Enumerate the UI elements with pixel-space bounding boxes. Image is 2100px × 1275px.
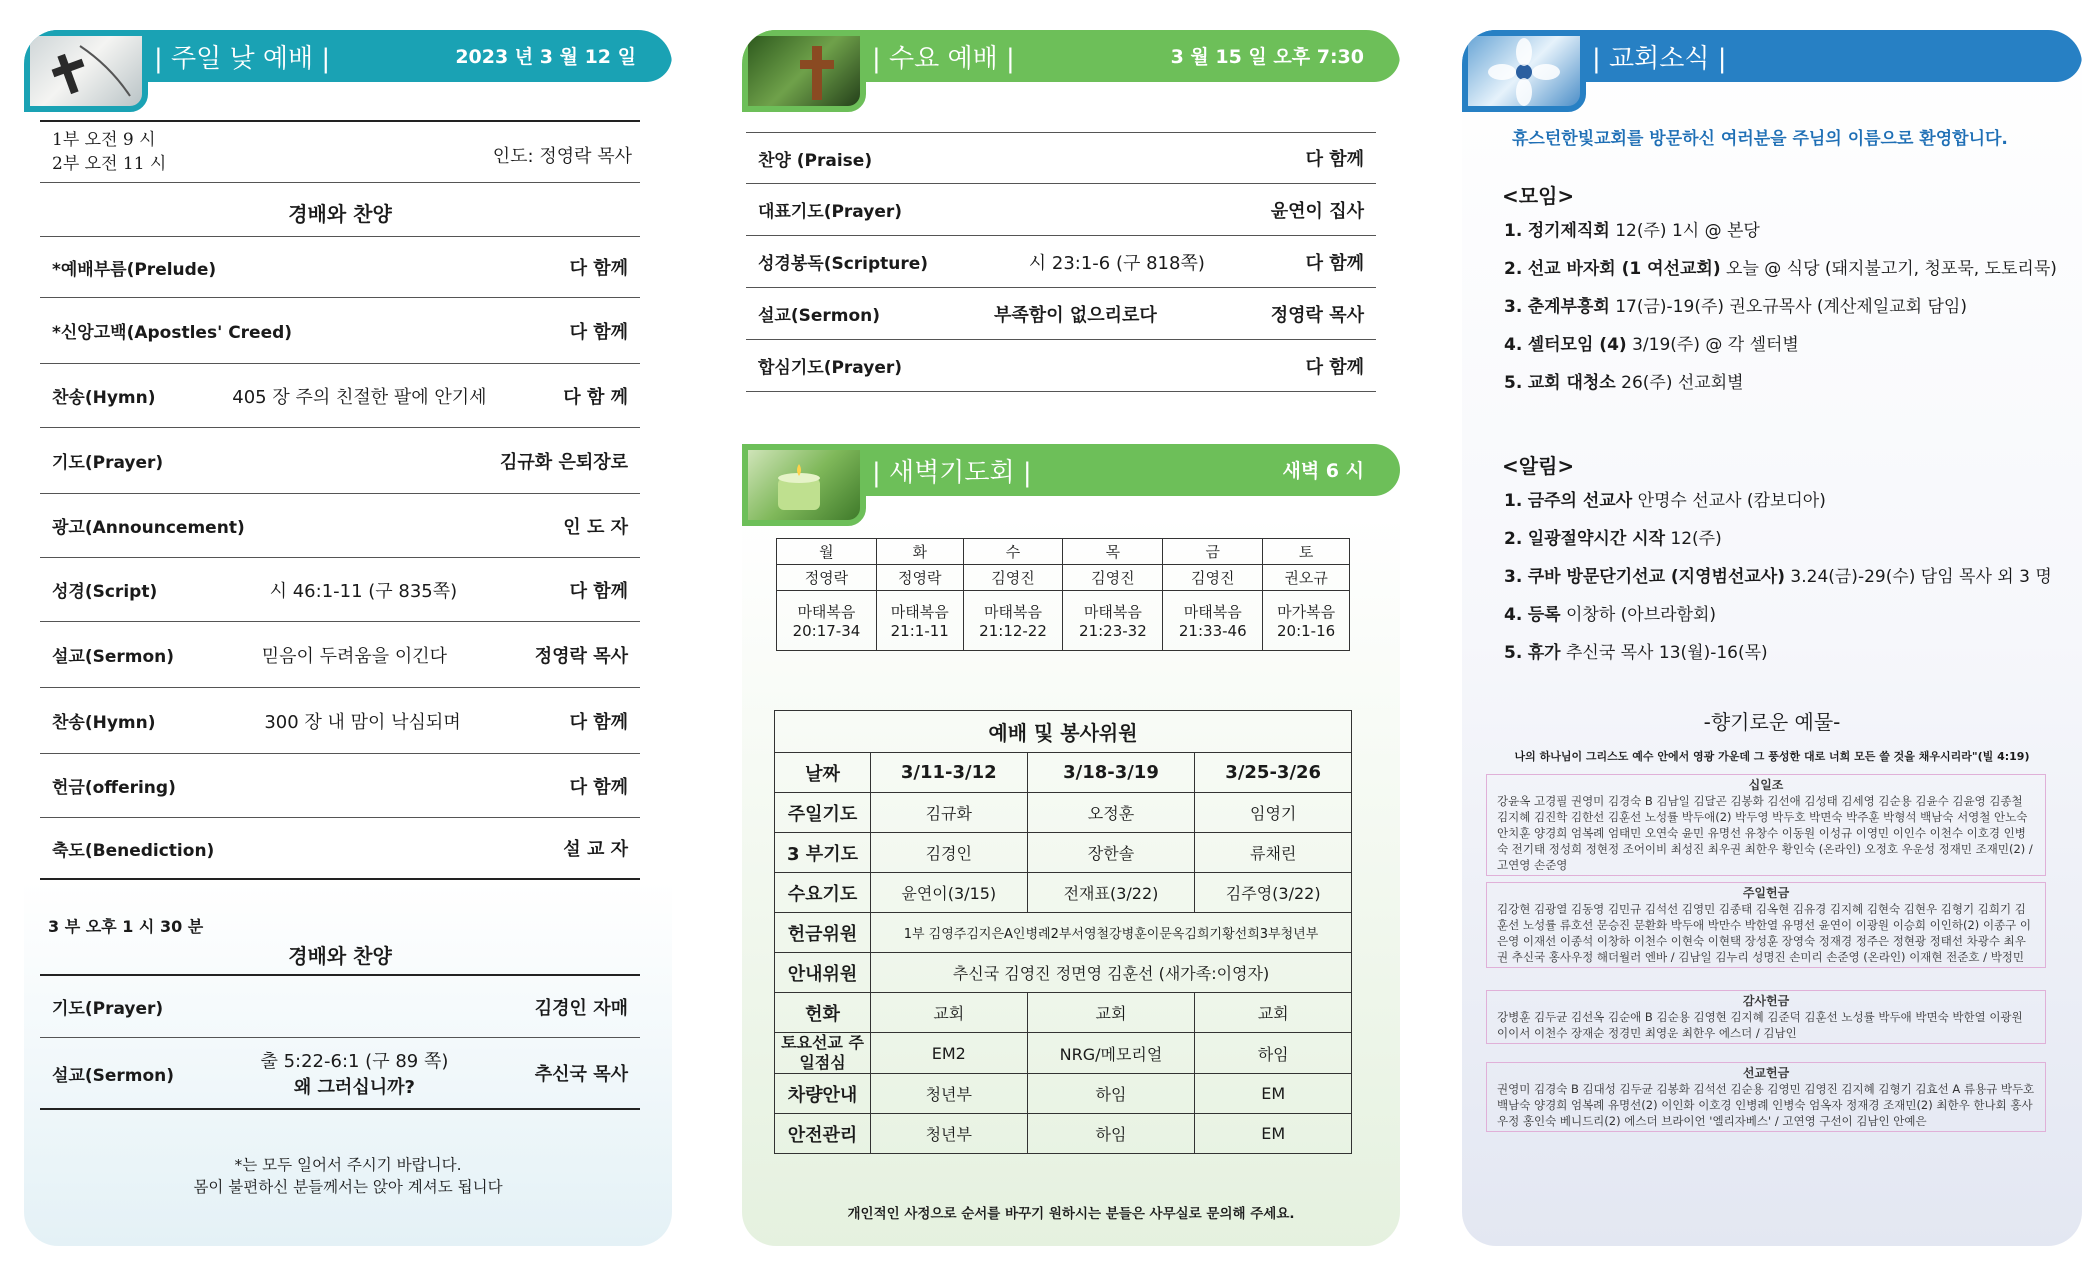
meeting-item: 2. 선교 바자회 (1 여선교회) 오늘 @ 식당 (돼지불고기, 청포묵, 도토리묵) (1504, 259, 2057, 279)
flower-icon (1468, 36, 1580, 106)
wednesday-date: 3 월 15 일 오후 7:30 (1170, 46, 1364, 68)
sunday-title: | 주일 낮 예배 | (154, 44, 331, 74)
mission-offering-list (1486, 1062, 2046, 1132)
service-row: 주일기도 김규화 오정훈 임영기 (775, 793, 1352, 833)
dawn-table (776, 538, 1350, 651)
order-row: 찬송(Hymn) 300 장 내 맘이 낙심되며 다 함께 (40, 688, 640, 754)
third-service-time: 3 부 오후 1 시 30 분 (48, 917, 204, 936)
order-row: *신앙고백(Apostles' Creed) 다 함께 (40, 298, 640, 364)
notice-item: 2. 일광절약시간 시작 12(주) (1504, 529, 1722, 549)
divider (40, 182, 640, 183)
notices-title: <알림> (1502, 454, 1575, 478)
order-row: 찬송(Hymn) 405 장 주의 친절한 팔에 안기세 다 함 께 (40, 364, 640, 428)
notice-item: 5. 휴가 추신국 목사 13(월)-16(목) (1504, 643, 1768, 663)
service-row: 토요선교 주일점심 EM2 NRG/메모리얼 하임 (775, 1033, 1352, 1074)
service-row: 3 부기도 김경인 장한솔 류채린 (775, 833, 1352, 873)
sunday-offering-names: 김강현 김광열 김동영 김민규 김석선 김영민 김종태 김옥현 김유경 김지혜 김현숙 김현우 김형기 김희기 김훈선 노성률 류호선 문승진 문환화 박두애 박만수 박한열 유명선 윤연이 이광원 이승희 이인하(2) 이종구 이은영 이재선 이종석 이창하 이천수 이현숙 이현택 장성훈 장영숙 정재경 정주은 정현광 정태선 차광수 최우권 추신국 홍사우정 해더월러 엔바 / 김남일 김누리 성명진 손미리 손준영 (온라인) 이재현 전준호 / 박정민 (1497, 902, 2032, 964)
sunday-date: 2023 년 3 월 12 일 (455, 46, 636, 68)
service-row: 헌화 교회 교회 교회 (775, 993, 1352, 1033)
service-time-2: 2부 오전 11 시 (52, 154, 167, 174)
wed-row: 찬양 (Praise) 다 함께 (746, 132, 1376, 184)
sunday-offering-list (1486, 882, 2046, 968)
order-row: 축도(Benediction) 설 교 자 (40, 818, 640, 880)
dawn-scripture-row: 마태복음 20:17-34 마태복음 21:1-11 마태복음 21:12-22 마태복음 21:23-32 마태복음 21:33-46 마가복음 20:1-16 (777, 591, 1350, 651)
welcome-text: 휴스턴한빛교회를 방문하신 여러분을 주님의 이름으로 환영합니다. (1512, 129, 2008, 149)
offering-verse: 나의 하나님이 그리스도 예수 안에서 영광 가운데 그 풍성한 대로 너희 모든 쓸 것을 채우시리라"(빌 4:19) (1514, 750, 2030, 763)
order-row: 설교(Sermon) 출 5:22-6:1 (구 89 쪽) 왜 그러십니까? 추신국 목사 (40, 1038, 640, 1110)
service-row: 안전관리 청년부 하임 EM (775, 1114, 1352, 1154)
dawn-time: 새벽 6 시 (1282, 460, 1364, 482)
divider (40, 120, 640, 122)
tithe-title: 십일조 (1748, 778, 1784, 792)
order-row: 성경(Script) 시 46:1-11 (구 835쪽) 다 함께 (40, 558, 640, 622)
bible-cross-image (24, 30, 148, 112)
meeting-item: 3. 춘계부흥회 17(금)-19(주) 권오규목사 (계산제일교회 담임) (1504, 297, 1967, 317)
seated-note: 몸이 불편하신 분들께서는 앉아 계셔도 됩니다 (193, 1178, 503, 1196)
order-row: 기도(Prayer) 김경인 자매 (40, 974, 640, 1038)
service-header-row: 날짜 3/11-3/12 3/18-3/19 3/25-3/26 (775, 753, 1352, 793)
order-row: 광고(Announcement) 인 도 자 (40, 494, 640, 558)
service-row: 안내위원 추신국 김영진 정면영 김훈선 (새가족:이영자) (775, 953, 1352, 993)
meeting-item: 4. 셀터모임 (4) 3/19(주) @ 각 셀터별 (1504, 335, 1799, 355)
mission-offering-names: 권영미 김경숙 B 김대성 김두균 김봉화 김석선 김순용 김영민 김영진 김지혜 김형기 김효선 A 류용규 박두호 백남숙 양경희 엄복례 유명선(2) 이인화 이호경 인병례 인병숙 엄옥자 정재경 조재민(2) 최한우 한나회 홍사우정 홍인숙 베니드리(2) 에스더 브라이언 '엘리자베스' / 고연영 구선이 김남인 안예은 (1497, 1082, 2035, 1128)
meetings-title: <모임> (1502, 184, 1575, 208)
service-note: 개인적인 사정으로 순서를 바꾸기 원하시는 분들은 사무실로 문의해 주세요. (847, 1206, 1295, 1222)
service-row: 헌금위원 1부 김영주김지은A인병례2부서영철강병훈이문옥김희기황선희3부청년부 (775, 913, 1352, 953)
thanks-offering-list (1486, 990, 2046, 1044)
meeting-item: 5. 교회 대청소 26(주) 선교회별 (1504, 373, 1744, 393)
wooden-cross-image (742, 30, 866, 112)
candle-icon (748, 450, 860, 520)
dawn-leaders-row: 정영락 정영락 김영진 김영진 김영진 권오규 (777, 565, 1350, 591)
sunday-leader: 인도: 정영락 목사 (492, 146, 632, 167)
meeting-item: 1. 정기제직회 12(주) 1시 @ 본당 (1504, 221, 1760, 241)
wednesday-title: | 수요 예배 | (872, 44, 1015, 74)
service-time-1: 1부 오전 9 시 (52, 130, 156, 150)
standing-note: *는 모두 일어서 주시기 바랍니다. (234, 1156, 462, 1174)
dawn-title: | 새벽기도회 | (872, 458, 1032, 488)
tithe-names: 강윤옥 고경필 권영미 김경숙 B 김남일 김달곤 김봉화 김선애 김성태 김세영 김순용 김윤수 김윤영 김종철 김지혜 김진학 김한선 김훈선 노성률 박두애(2) 박두영 박두호 박면숙 박주훈 박형석 백남숙 서영철 안노숙 안치훈 양경희 엄복례 엄태민 오연숙 윤민 유명선 유창수 이동원 이성규 이영민 이인수 이천수 이호경 인병숙 전기태 정성희 정현정 조어이비 최성진 최우권 최한우 황인숙 (온라인) 오정호 우운성 정재민 조재민(2) / 고연영 손준영 (1497, 794, 2033, 872)
service-row: 수요기도 윤연이(3/15) 전재표(3/22) 김주영(3/22) (775, 873, 1352, 913)
thanks-offering-names: 강병훈 김두균 김선옥 김순애 B 김순용 김영현 김지혜 김준덕 김훈선 노성률 박두애 박면숙 박한열 이광원 이이서 이천수 장재순 정경민 최영운 최한우 에스더 / 김남인 (1497, 1010, 2023, 1040)
sunday-offering-title: 주일헌금 (1742, 886, 1790, 900)
order-row: 기도(Prayer) 김규화 은퇴장로 (40, 428, 640, 494)
mission-offering-title: 선교헌금 (1742, 1066, 1790, 1080)
tithe-list (1486, 774, 2046, 876)
section-praise-3: 경배와 찬양 (288, 944, 392, 968)
wed-row: 대표기도(Prayer) 윤연이 집사 (746, 184, 1376, 236)
notice-item: 4. 등록 이창하 (아브라함회) (1504, 605, 1717, 625)
service-title: 예배 및 봉사위원 (775, 711, 1352, 753)
order-row: *예배부름(Prelude) 다 함께 (40, 236, 640, 298)
dawn-days-row: 월 화 수 목 금 토 (777, 539, 1350, 565)
offering-title: -향기로운 예물- (1703, 710, 1841, 734)
order-row: 설교(Sermon) 믿음이 두려움을 이긴다 정영락 목사 (40, 622, 640, 688)
wednesday-panel (742, 30, 1400, 1246)
notice-item: 3. 쿠바 방문단기선교 (지영범선교사) 3.24(금)-29(수) 담임 목사 외 3 명 (1504, 567, 2052, 587)
news-title: | 교회소식 | (1592, 44, 1727, 74)
candle-image (742, 444, 866, 526)
wed-row: 설교(Sermon) 부족함이 없으리로다 정영락 목사 (746, 288, 1376, 340)
cross-icon (30, 36, 142, 106)
news-panel (1462, 30, 2082, 1246)
service-table (774, 710, 1352, 1154)
section-praise: 경배와 찬양 (288, 202, 392, 226)
thanks-offering-title: 감사헌금 (1742, 994, 1790, 1008)
notice-item: 1. 금주의 선교사 안명수 선교사 (캄보디아) (1504, 491, 1826, 511)
service-row: 차량안내 청년부 하임 EM (775, 1074, 1352, 1114)
flower-image (1462, 30, 1586, 112)
order-row: 헌금(offering) 다 함께 (40, 754, 640, 818)
cross-icon (748, 36, 860, 106)
sunday-panel (24, 30, 672, 1246)
wed-row: 합심기도(Prayer) 다 함께 (746, 340, 1376, 392)
wed-row: 성경봉독(Scripture) 시 23:1-6 (구 818쪽) 다 함께 (746, 236, 1376, 288)
